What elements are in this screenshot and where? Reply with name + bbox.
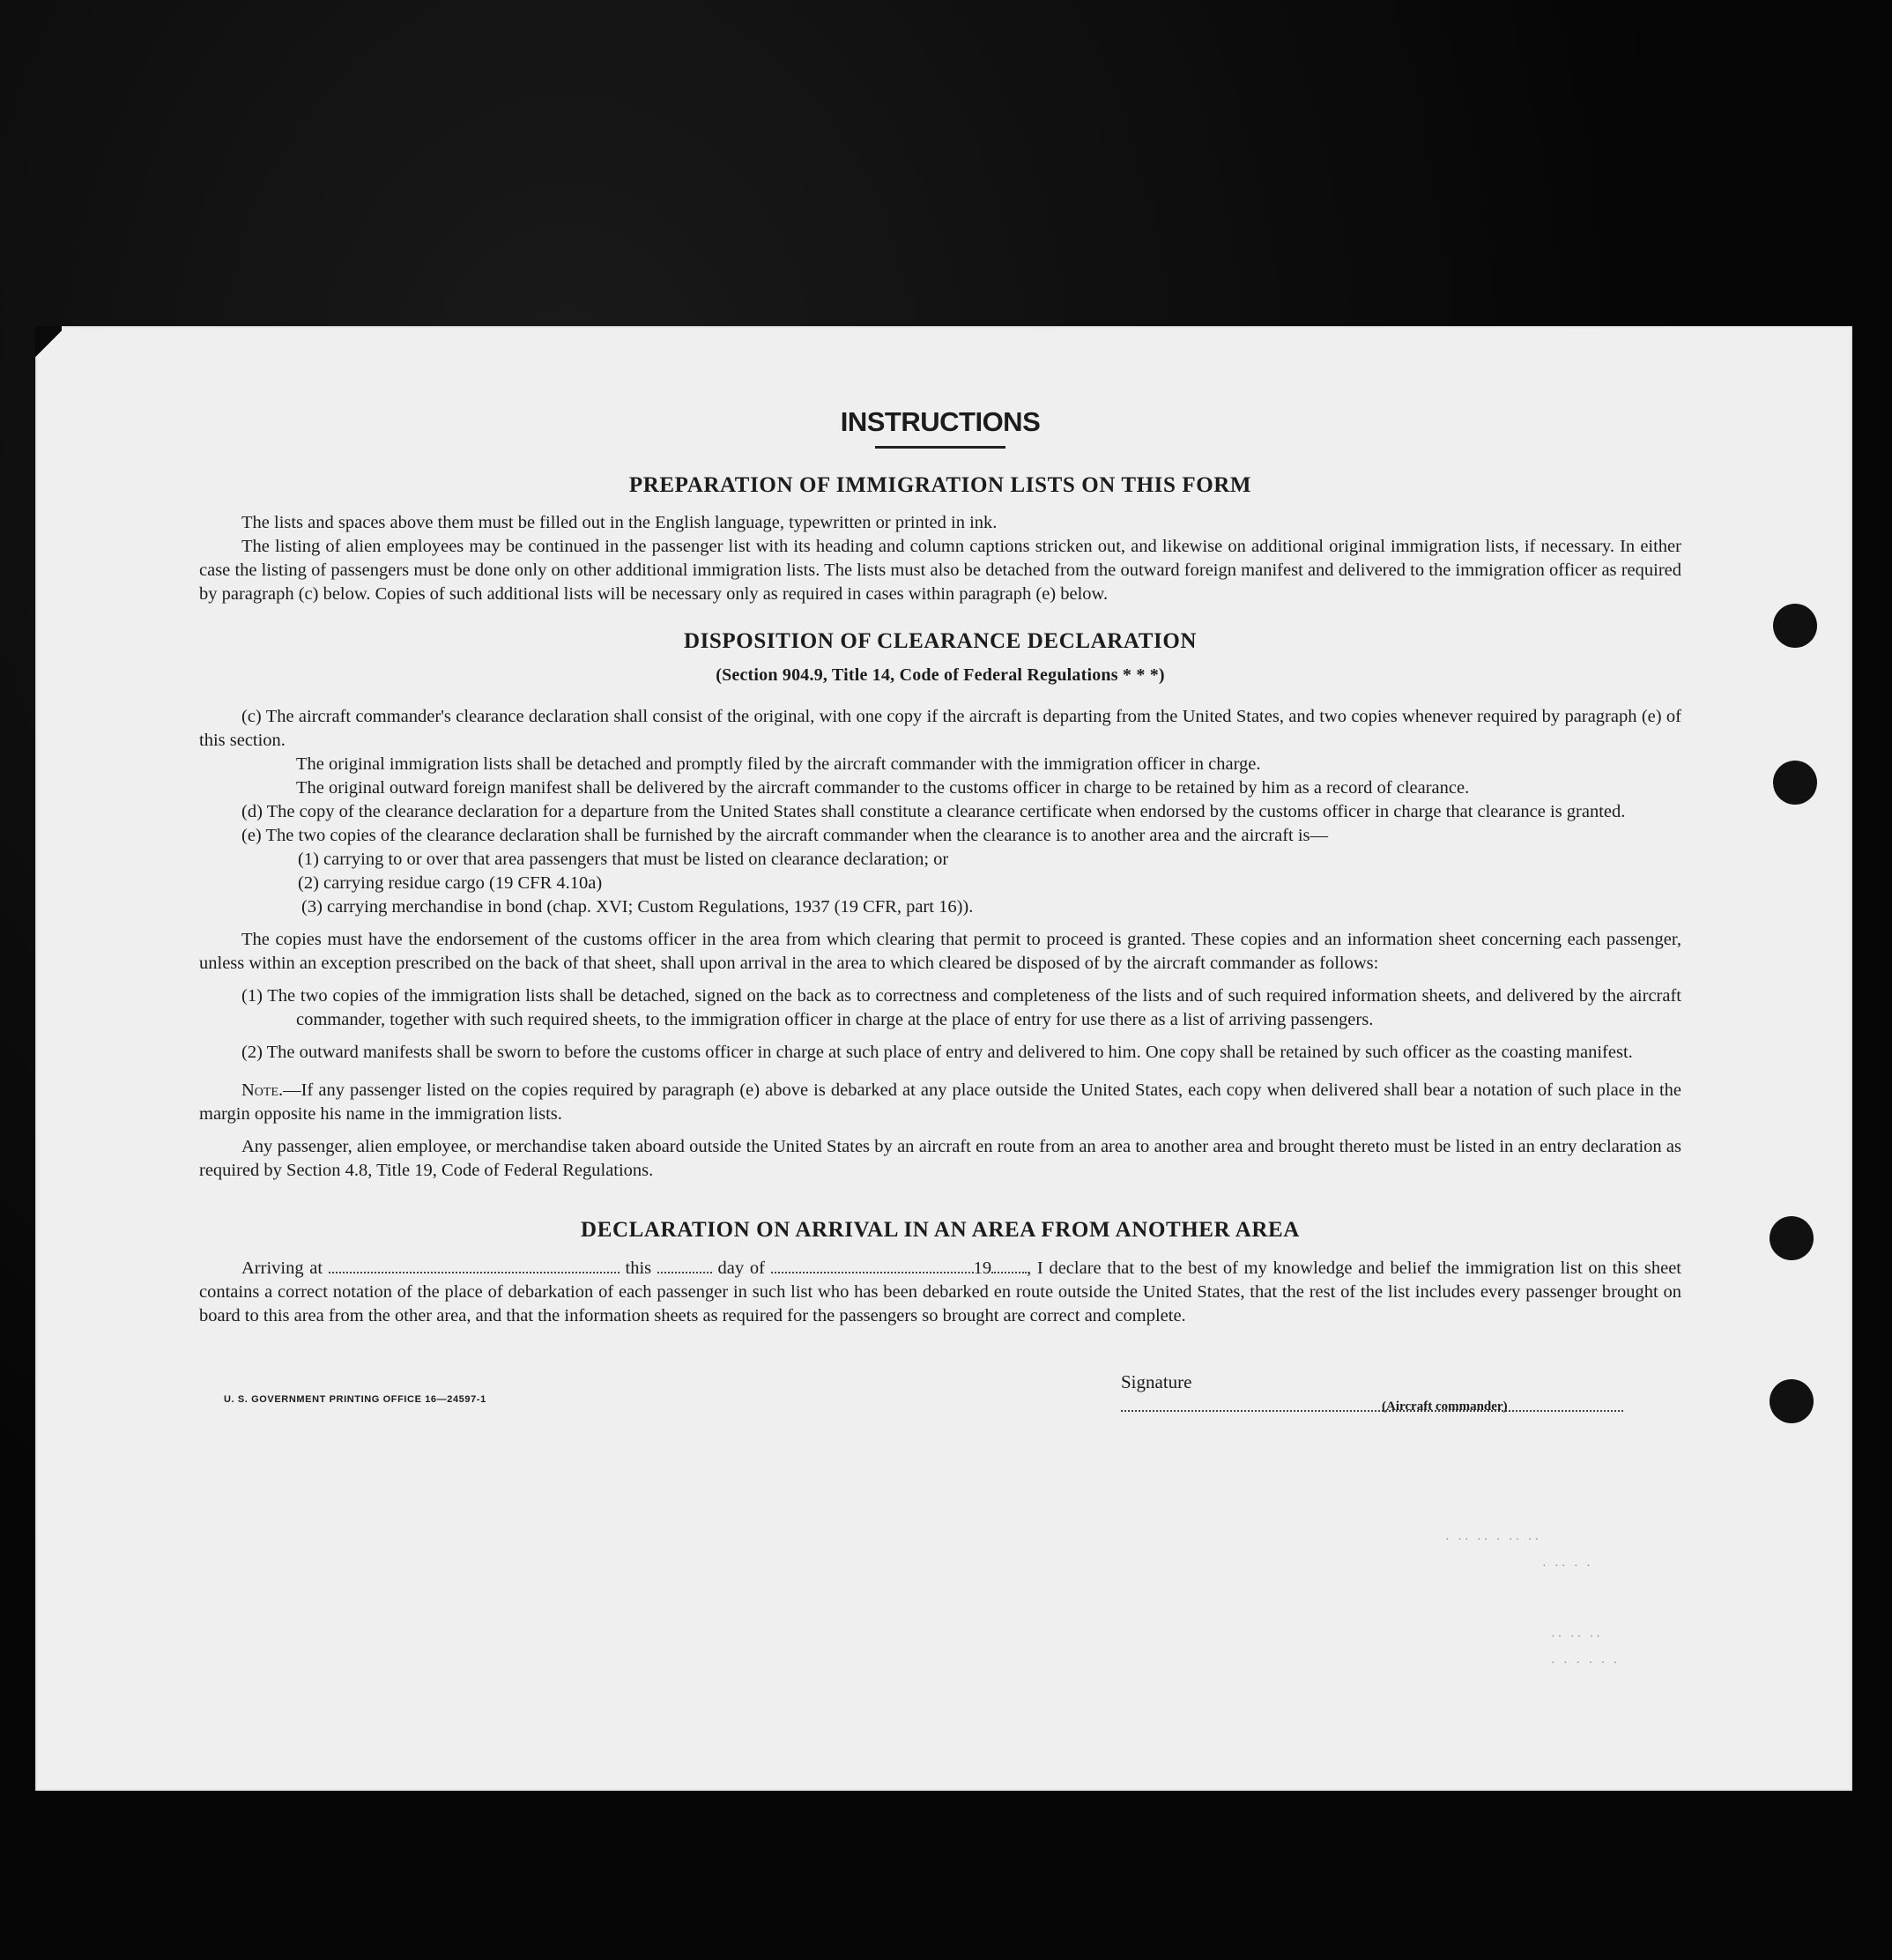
signature-label: Signature [1121,1371,1192,1392]
list-item: (1) carrying to or over that area passengers that must be listed on clearance declaration; or [298,850,949,869]
list-item: (1) The two copies of the immigration lists shall be detached, signed on the back as to correctness and completeness of the lists and of such required information sheets, and delivered by the aircraft commander, together with such required sheets, to the immigration officer in charge at the place of entry for use there as a list of arriving passengers. [241,986,1681,1029]
paragraph-c: (c) The aircraft commander's clearance declaration shall consist of the original, with one copy if the aircraft is departing from the United States, and two copies whenever required by paragraph (e) of this section. [199,707,1681,750]
ink-smudge: · ·· · · [1542,1560,1593,1573]
form-footer [199,1355,1681,1414]
title-rule [875,446,1005,449]
page-title: INSTRUCTIONS [840,406,1041,437]
section-heading-disposition: DISPOSITION OF CLEARANCE DECLARATION [683,629,1198,653]
note-text: —If any passenger listed on the copies required by paragraph (e) above is debarked at any place outside the United States, each copy when delivered shall bear a notation of such place in the margin opposite his name in the immigration lists. [199,1080,1681,1124]
arrival-day-field[interactable] [657,1256,712,1273]
paragraph-e: (e) The two copies of the clearance declaration shall be furnished by the aircraft commander when the clearance is to another area and the aircraft is— [241,826,1329,845]
punch-hole [1773,604,1817,648]
paragraph-c1: The original immigration lists shall be detached and promptly filed by the aircraft commander with the immigration officer in charge. [296,754,1261,774]
punch-hole [1770,1216,1814,1260]
section-citation: (Section 904.9, Title 14, Code of Federal Regulations * * *) [716,665,1165,685]
declaration-text: , I declare that to the best of my knowledge and belief the immigration list on this sheet contains a correct notation of the place of debarkation of each passenger in such list who has been debarked en route outside the United States, that the rest of the list includes every passenger brought on board to this area from the other area, and that the information sheets as required for the passengers so brought are correct and complete. [199,1258,1682,1325]
arrival-place-field[interactable] [329,1256,620,1273]
ink-smudge: · ·· ·· · ·· ·· [1445,1533,1542,1547]
arriving-at-label: Arriving at [241,1258,323,1278]
section-heading-preparation: PREPARATION OF IMMIGRATION LISTS ON THIS FORM [628,473,1252,497]
ink-smudge: ·· ·· ·· [1551,1630,1603,1644]
list-item: (3) carrying merchandise in bond (chap. XVI; Custom Regulations, 1937 (19 CFR, part 16)). [301,897,974,917]
year-prefix: 19 [973,1258,992,1278]
form-sheet [35,326,1852,1791]
instructions-content [199,406,1682,1414]
declaration-paragraph [199,1256,1681,1328]
paragraph-copies: The copies must have the endorsement of the customs officer in the area from which clearing that permit to proceed is granted. These copies and an information sheet concerning each passenger, unless within an exception prescribed on the back of that sheet, shall upon arrival in the area to which cleared be disposed of by the aircraft commander as follows: [199,930,1681,973]
paragraph: The lists and spaces above them must be filled out in the English language, typewritten or printed in ink. [241,513,998,532]
section-heading-declaration: DECLARATION ON ARRIVAL IN AN AREA FROM ANOTHER AREA [581,1218,1300,1242]
paragraph-any: Any passenger, alien employee, or merchandise taken aboard outside the United States by an aircraft en route from an area to another area and brought thereto must be listed in an entry declaration as required by Section 4.8, Title 19, Code of Federal Regulations. [199,1137,1681,1180]
day-of-label: day of [717,1258,765,1278]
printing-office-imprint: U. S. GOVERNMENT PRINTING OFFICE 16—24597-1 [224,1394,486,1405]
paragraph-c2: The original outward foreign manifest shall be delivered by the aircraft commander to the customs officer in charge to be retained by him as a record of clearance. [296,778,1470,798]
note-paragraph [199,1079,1681,1126]
paragraph-d: (d) The copy of the clearance declaration for a departure from the United States shall constitute a clearance certificate when endorsed by the customs officer in charge that clearance is granted. [241,802,1626,821]
punch-hole [1770,1379,1814,1423]
list-item: (2) carrying residue cargo (19 CFR 4.10a) [298,873,603,893]
list-item: (2) The outward manifests shall be sworn to before the customs officer in charge at such place of entry and delivered to him. One copy shall be retained by such officer as the coasting manifest. [241,1043,1633,1062]
signature-field[interactable] [1121,1394,1623,1412]
ink-smudge: · · · · · · [1551,1657,1621,1670]
arrival-month-field[interactable] [771,1256,974,1273]
signature-caption: (Aircraft commander) [1382,1399,1508,1414]
this-label: this [625,1258,652,1278]
note-label: Note. [241,1080,284,1100]
arrival-year-field[interactable] [991,1256,1027,1273]
paragraph: The listing of alien employees may be continued in the passenger list with its heading and column captions stricken out, and likewise on additional original immigration lists, if necessary. In either case the listing of passengers must be done only on other additional immigration lists. The lists must also be detached from the outward foreign manifest and delivered to the immigration officer as required by paragraph (c) below. Copies of such additional lists will be necessary only as required in cases within paragraph (e) below. [199,537,1681,604]
punch-hole [1773,761,1817,805]
